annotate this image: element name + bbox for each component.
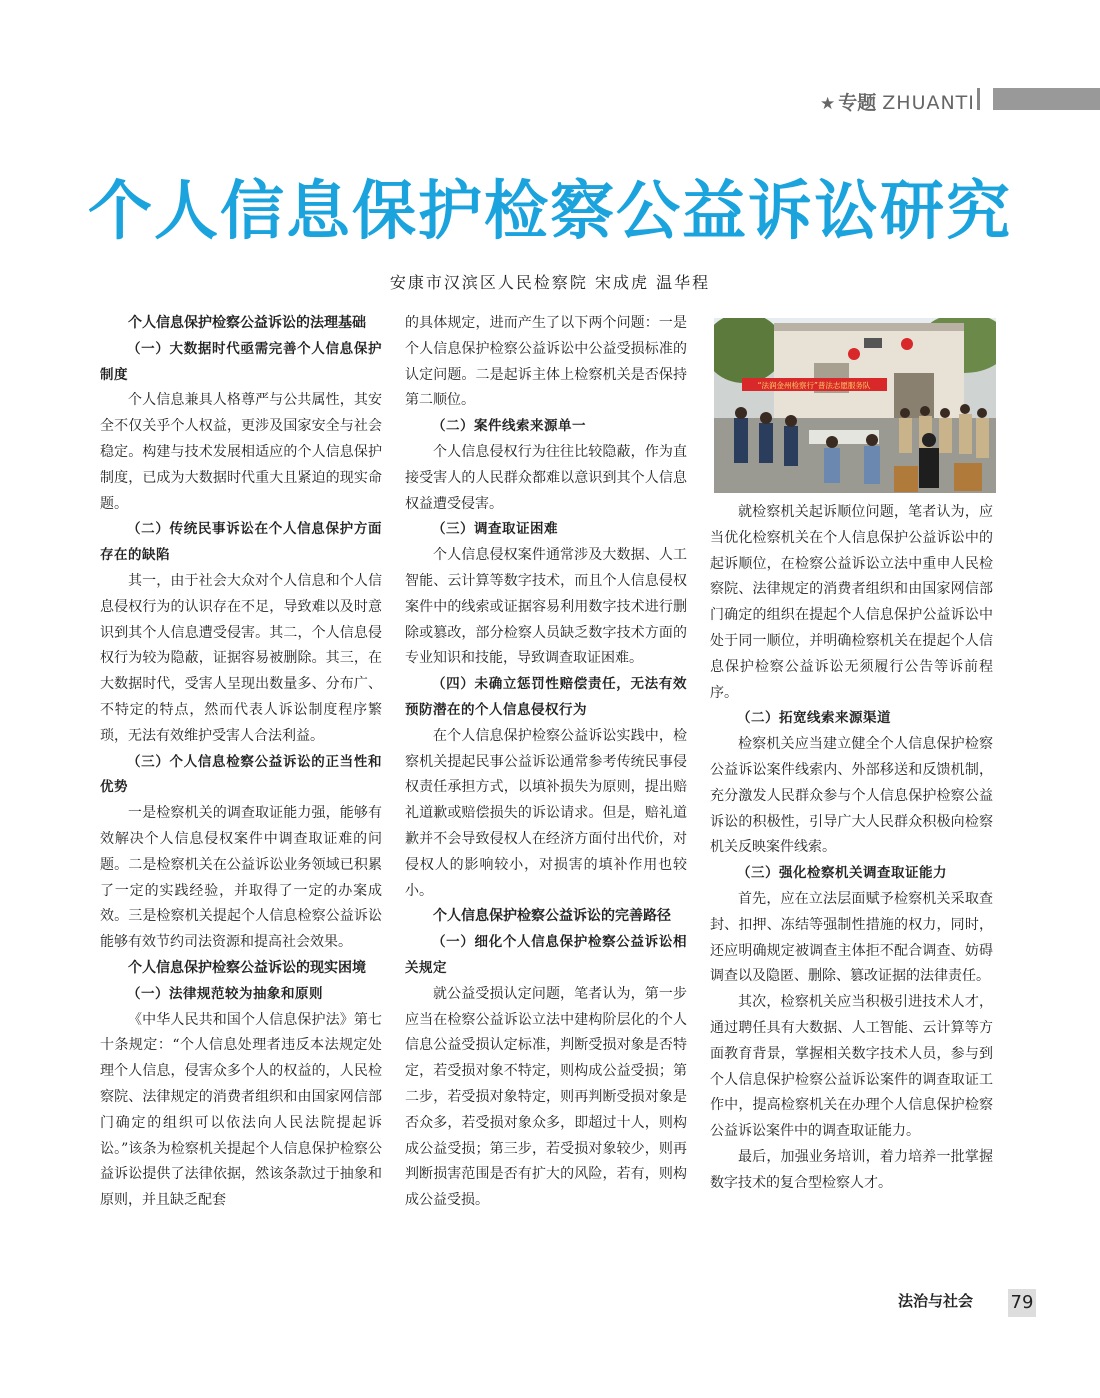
body-paragraph: 《中华人民共和国个人信息保护法》第七十条规定：“个人信息处理者违反本法规定处理个人信息，侵害众多个人的权益的，人民检察院、法律规定的消费者组织和由国家网信部门确定的组织可以依法向人民法院提起诉讼。”该条为检察机关提起个人信息保护检察公益诉讼提供了法律依据，然该条款过于抽象和原则，并且缺乏配套 (100, 1011, 382, 1209)
body-paragraph: 在个人信息保护检察公益诉讼实践中，检察机关提起民事公益诉讼通常参考传统民事侵权责任承担方式，以填补损失为原则，提出赔礼道歉或赔偿损失的诉讼请求。但是，赔礼道歉并不会导致侵权人在经济方面付出代价，对侵权人的影响较小，对损害的填补作用也较小。 (405, 727, 687, 899)
section-tag (820, 88, 975, 115)
subsection-heading: （二）拓宽线索来源渠道 (737, 710, 891, 727)
section-heading: 个人信息保护检察公益诉讼的现实困境 (128, 959, 366, 976)
page-number: 79 (1008, 1289, 1036, 1317)
subsection-heading: （一）法律规范较为抽象和原则 (127, 985, 323, 1002)
article-author: 安康市汉滨区人民检察院 宋成虎 温华程 (389, 273, 711, 292)
body-paragraph: 个人信息侵权案件通常涉及大数据、人工智能、云计算等数字技术，而且个人信息侵权案件中的线索或证据容易利用数字技术进行删除或篡改，部分检察人员缺乏数字技术方面的专业知识和技能，导致调查取证困难。 (405, 547, 687, 667)
body-paragraph: 检察机关应当建立健全个人信息保护检察公益诉讼案件线索内、外部移送和反馈机制，充分激发人民群众参与个人信息保护检察公益诉讼的积极性，引导广大人民群众积极向检察机关反映案件线索。 (710, 736, 993, 856)
column-1 (100, 311, 382, 1214)
column-3 (710, 500, 993, 1197)
body-paragraph: 个人信息侵权行为往往比较隐蔽，作为直接受害人的人民群众都难以意识到其个人信息权益遭受侵害。 (405, 443, 687, 512)
body-paragraph: 个人信息兼具人格尊严与公共属性，其安全不仅关乎个人权益，更涉及国家安全与社会稳定。构建与技术发展相适应的个人信息保护制度，已成为大数据时代重大且紧迫的现实命题。 (100, 392, 382, 512)
subsection-heading: （一）细化个人信息保护检察公益诉讼相关规定 (405, 934, 687, 976)
subsection-heading: （三）调查取证困难 (432, 521, 558, 538)
body-paragraph: 就检察机关起诉顺位问题，笔者认为，应当优化检察机关在个人信息保护公益诉讼中的起诉顺位，在检察公益诉讼立法中重申人民检察院、法律规定的消费者组织和由国家网信部门确定的组织在提起个人信息保护公益诉讼中处于同一顺位，并明确检察机关在提起个人信息保护检察公益诉讼无须履行公告等诉前程序。 (710, 504, 993, 701)
body-paragraph: 的具体规定，进而产生了以下两个问题：一是个人信息保护检察公益诉讼中公益受损标准的认定问题。二是起诉主体上检察机关是否保持第二顺位。 (405, 315, 687, 409)
body-paragraph: 就公益受损认定问题，笔者认为，第一步应当在检察公益诉讼立法中建构阶层化的个人信息公益受损认定标准，判断受损对象是否特定，若受损对象不特定，则构成公益受损；第二步，若受损对象特定，则再判断受损对象是否众多，若受损对象众多，即超过十人，则构成公益受损；第三步，若受损对象较少，则再判断损害范围是否有扩大的风险，若有，则构成公益受损。 (405, 985, 687, 1209)
subsection-heading: （三）个人信息检察公益诉讼的正当性和优势 (100, 753, 382, 796)
star-icon: ★ (820, 94, 836, 114)
subsection-heading: （二）案件线索来源单一 (432, 418, 586, 435)
section-name-cn: 专题 (838, 92, 877, 114)
photo-banner-text: “法润金州检察行”普法志愿服务队 (757, 381, 871, 390)
section-heading: 个人信息保护检察公益诉讼的完善路径 (433, 908, 671, 925)
photo-illustration (714, 318, 996, 493)
section-heading: 个人信息保护检察公益诉讼的法理基础 (128, 315, 366, 331)
body-paragraph: 其一，由于社会大众对个人信息和个人信息侵权行为的认识存在不足，导致难以及时意识到其个人信息遭受侵害。其二，个人信息侵权行为较为隐蔽，证据容易被删除。其三，在大数据时代，受害人呈现出数量多、分布广、不特定的特点，然而代表人诉讼制度程序繁琐，无法有效维护受害人合法利益。 (100, 572, 382, 744)
body-paragraph: 最后，加强业务培训，着力培养一批掌握数字技术的复合型检察人才。 (710, 1148, 993, 1191)
article-title: 个人信息保护检察公益诉讼研究 (88, 175, 1012, 249)
subsection-heading: （四）未确立惩罚性赔偿责任，无法有效预防潜在的个人信息侵权行为 (405, 676, 687, 718)
subsection-heading: （三）强化检察机关调查取证能力 (737, 865, 947, 882)
section-name-en: ZHUANTI (882, 92, 975, 114)
body-paragraph: 一是检察机关的调查取证能力强，能够有效解决个人信息侵权案件中调查取证难的问题。二是检察机关在公益诉讼业务领域已积累了一定的实践经验，并取得了一定的办案成效。三是检察机关提起个人信息检察公益诉讼能够有效节约司法资源和提高社会效果。 (100, 805, 382, 951)
magazine-name: 法治与社会 (898, 1292, 974, 1310)
body-paragraph: 其次，检察机关应当积极引进技术人才，通过聘任具有大数据、人工智能、云计算等方面教育背景，掌握相关数字技术人员，参与到个人信息保护检察公益诉讼案件的调查取证工作中，提高检察机关在办理个人信息保护检察公益诉讼案件中的调查取证能力。 (710, 994, 993, 1140)
body-paragraph: 首先，应在立法层面赋予检察机关采取查封、扣押、冻结等强制性措施的权力，同时，还应明确规定被调查主体拒不配合调查、妨碍调查以及隐匿、删除、篡改证据的法律责任。 (710, 890, 993, 985)
article-photo (714, 318, 996, 493)
section-bar (993, 88, 1100, 110)
section-divider (977, 88, 980, 110)
subsection-heading: （二）传统民事诉讼在个人信息保护方面存在的缺陷 (100, 521, 382, 564)
column-2 (405, 311, 687, 1214)
subsection-heading: （一）大数据时代亟需完善个人信息保护制度 (100, 340, 382, 383)
